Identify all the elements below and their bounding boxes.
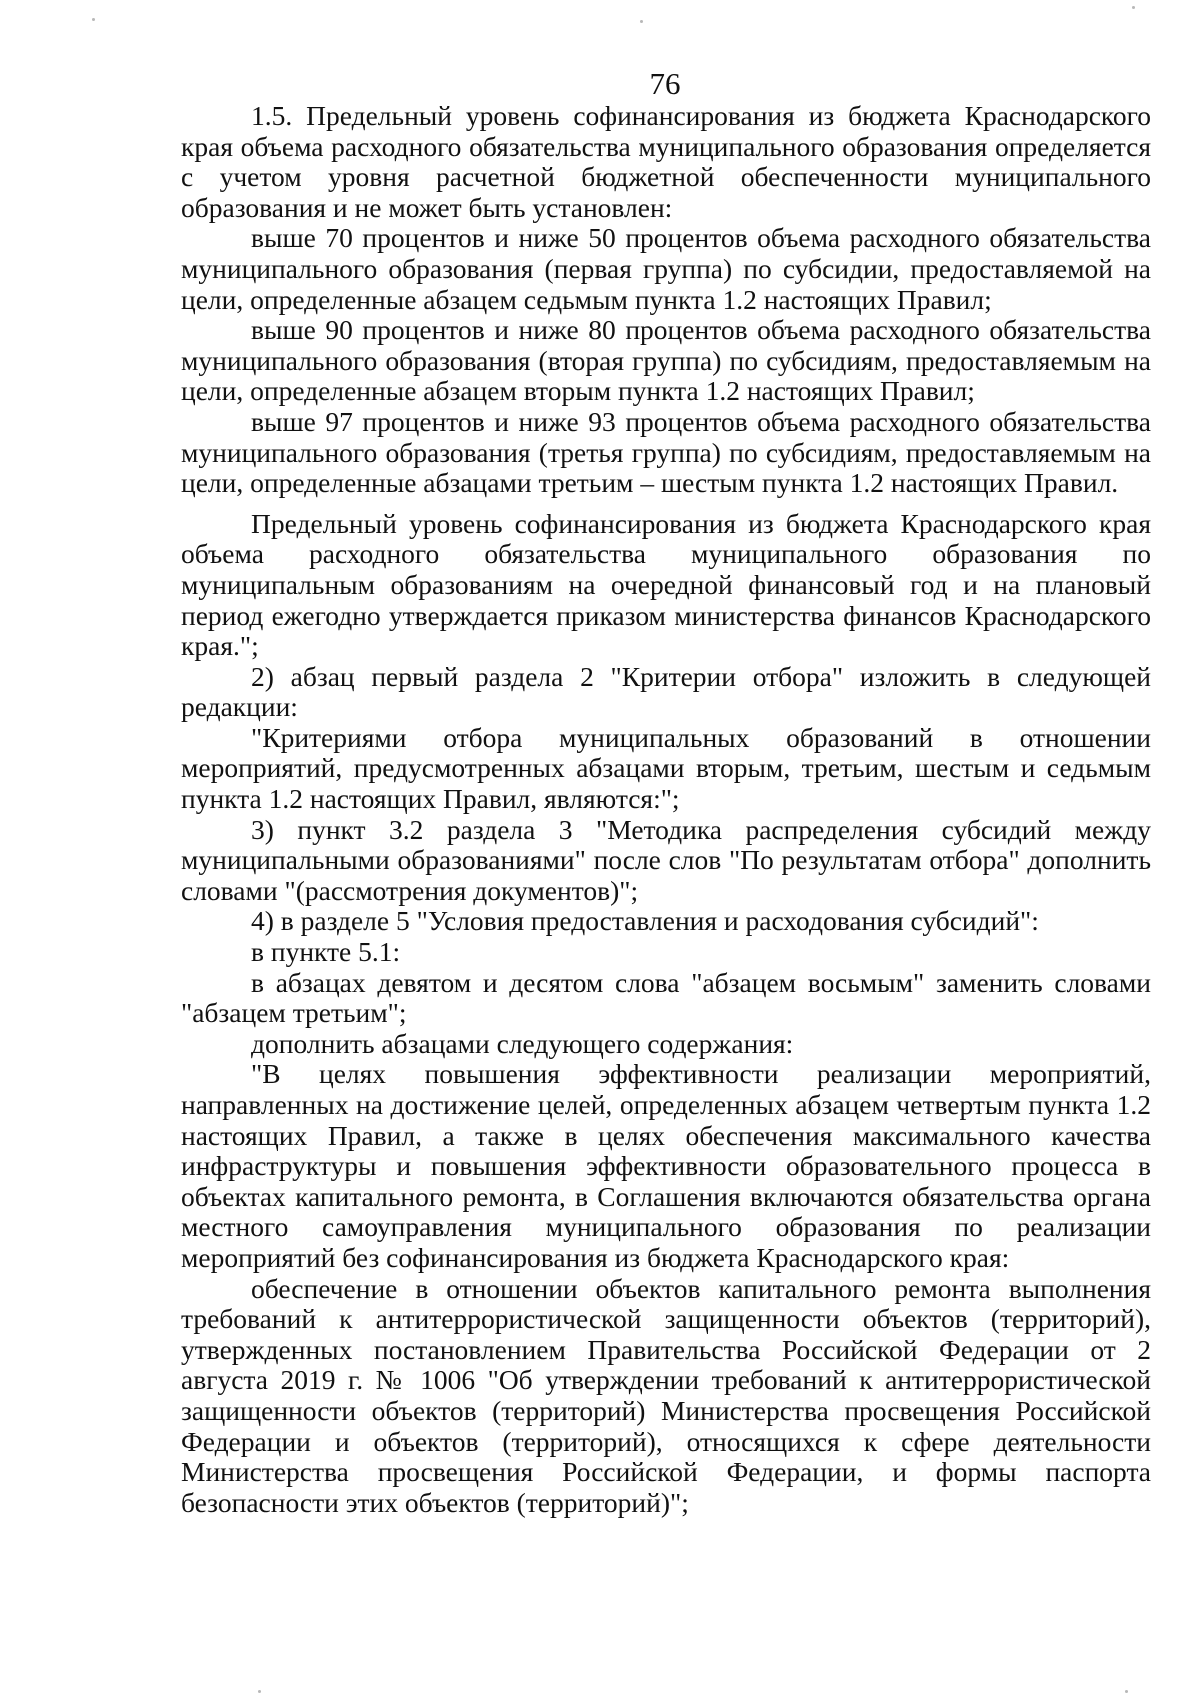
paragraph: выше 70 процентов и ниже 50 процентов объема расходного обязательства муниципального образования (первая группа) по субсидии, предоставляемой на цели, определенные абзацем седьмым пункта 1.2 настоящих Правил; xyxy=(181,222,1151,315)
paragraph: "В целях повышения эффективности реализации мероприятий, направленных на достижение целей, определенных абзацем четвертым пункта 1.2 настоящих Правил, а также в целях обеспечения максимального качества инфраструктуры и повышения эффективности образовательного процесса в объектах капитального ремонта, в Соглашения включаются обязательства органа местного самоуправления муниципального образования по реализации мероприятий без софинансирования из бюджета Краснодарского края: xyxy=(181,1058,1151,1273)
paragraph: 4) в разделе 5 "Условия предоставления и расходования субсидий": xyxy=(251,905,1039,937)
paragraph: 2) абзац первый раздела 2 "Критерии отбора" изложить в следующей редакции: xyxy=(181,660,1151,723)
scan-speck xyxy=(640,20,643,23)
paragraph: выше 90 процентов и ниже 80 процентов объема расходного обязательства муниципального образования (вторая группа) по субсидиям, предоставляемым на цели, определенные абзацем вторым пункта 1.2 настоящих Правил; xyxy=(181,314,1151,407)
paragraph: выше 97 процентов и ниже 93 процентов объема расходного обязательства муниципального образования (третья группа) по субсидиям, предоставляемым на цели, определенные абзацами третьим – шестым пункта 1.2 настоящих Правил. xyxy=(181,405,1151,499)
paragraph: 1.5. Предельный уровень софинансирования из бюджета Краснодарского края объема расходного обязательства муниципального образования определяется с учетом уровня расчетной бюджетной обеспеченности муниципального образования и не может быть установлен: xyxy=(181,100,1151,223)
page-number: 76 xyxy=(649,66,681,101)
scan-speck xyxy=(92,18,95,21)
paragraph: обеспечение в отношении объектов капитального ремонта выполнения требований к антитеррористической защищенности объектов (территорий), утвержденных постановлением Правительства Российской Федерации от 2 августа 2019 г. № 1006 "Об утверждении требований к антитеррористической защищенности объектов (территорий) Министерства просвещения Российской Федерации и объектов (территорий), относящихся к сфере деятельности Министерства просвещения Российской Федерации, и формы паспорта безопасности этих объектов (территорий)"; xyxy=(181,1272,1151,1518)
paragraph: 3) пункт 3.2 раздела 3 "Методика распределения субсидий между муниципальными образованиями" после слов "По результатам отбора" дополнить словами "(рассмотрения документов)"; xyxy=(181,813,1151,906)
scan-speck xyxy=(1125,1690,1128,1693)
scan-speck xyxy=(1132,6,1135,9)
paragraph: в пункте 5.1: xyxy=(251,936,401,968)
paragraph: Предельный уровень софинансирования из бюджета Краснодарского края объема расходного обязательства муниципального образования по муниципальным образованиям на очередной финансовый год и на плановый период ежегодно утверждается приказом министерства финансов Краснодарского края."; xyxy=(181,507,1151,662)
paragraph: "Критериями отбора муниципальных образований в отношении мероприятий, предусмотренных абзацами вторым, третьим, шестым и седьмым пункта 1.2 настоящих Правил, являются:"; xyxy=(181,721,1151,815)
paragraph: в абзацах девятом и десятом слова "абзацем восьмым" заменить словами "абзацем третьим"; xyxy=(181,966,1151,1029)
paragraph: дополнить абзацами следующего содержания: xyxy=(251,1027,794,1059)
scan-speck xyxy=(258,1690,261,1693)
document-text xyxy=(181,101,1151,1518)
